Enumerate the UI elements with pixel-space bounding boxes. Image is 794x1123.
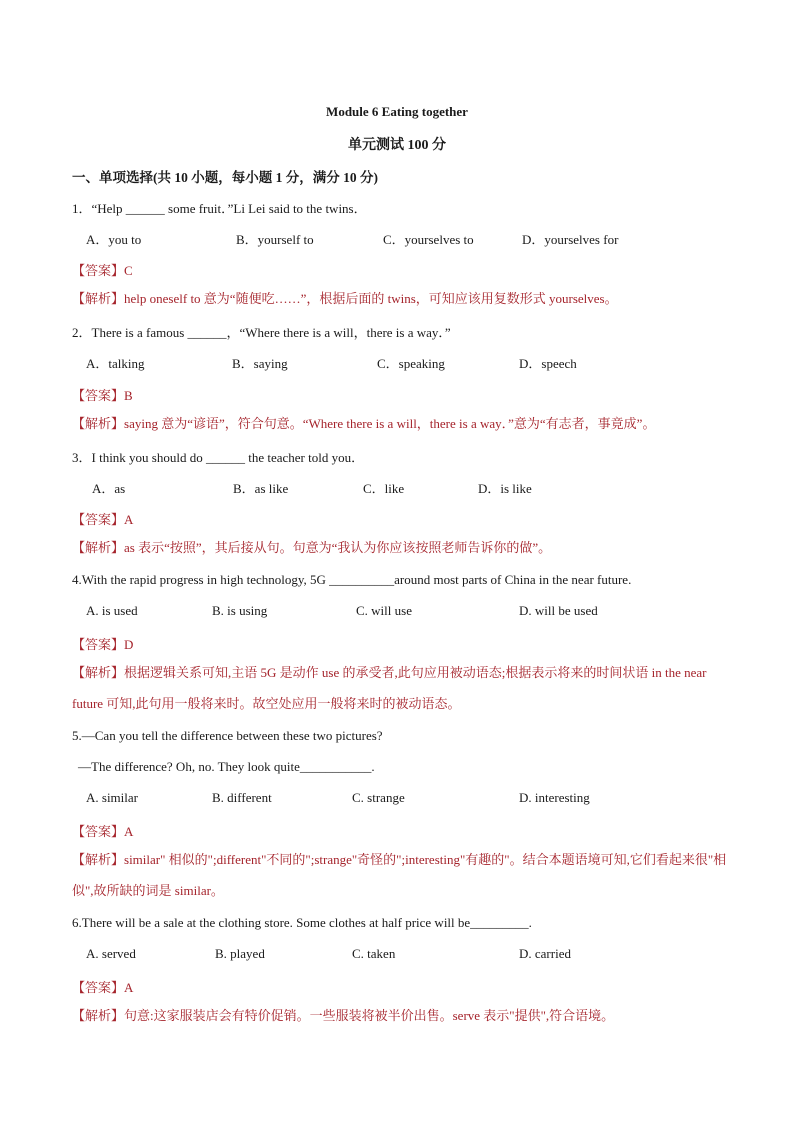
question-2-option-a: A．talking <box>86 356 145 371</box>
answer-value: C <box>124 263 133 278</box>
analysis-text: help oneself to 意为“随便吃……”，根据后面的 twins，可知应该用复数形式 yourselves。 <box>124 291 618 306</box>
question-1-analysis <box>72 283 732 314</box>
question-5-stem-reply: —The difference? Oh, no. They look quite___________. <box>78 759 375 774</box>
question-4-stem: 4.With the rapid progress in high technology, 5G __________around most parts of China in the near future. <box>72 572 632 587</box>
question-6-analysis <box>72 1000 732 1031</box>
page-subtitle: 单元测试 100 分 <box>348 138 446 153</box>
answer-value: A <box>124 512 134 527</box>
question-5-option-b: B. different <box>212 790 272 805</box>
analysis-label: 【解析】 <box>72 852 125 867</box>
question-6-option-d: D. carried <box>519 946 571 961</box>
question-3-analysis <box>72 532 732 563</box>
answer-value: A <box>124 980 134 995</box>
question-6-stem: 6.There will be a sale at the clothing store. Some clothes at half price will be_________. <box>72 915 532 930</box>
answer-value: A <box>124 824 134 839</box>
question-4-option-b: B. is using <box>212 603 268 618</box>
question-6-option-b: B. played <box>215 946 265 961</box>
answer-value: D <box>124 637 134 652</box>
question-2-answer <box>72 385 133 404</box>
question-4-option-d: D. will be used <box>519 603 598 618</box>
question-4-answer <box>72 634 133 653</box>
answer-label: 【答案】 <box>72 512 125 527</box>
question-1-option-c: C．yourselves to <box>383 232 474 247</box>
question-2-option-c: C．speaking <box>377 356 445 371</box>
question-5-option-a: A. similar <box>86 790 138 805</box>
analysis-label: 【解析】 <box>72 540 125 555</box>
question-6-option-a: A. served <box>86 946 136 961</box>
page-title: Module 6 Eating together <box>326 104 468 119</box>
analysis-text: similar" 相似的";different"不同的";strange"奇怪的";interesting"有趣的"。结合本题语境可知,它们看起来很"相似",故所缺的词是 similar。 <box>72 852 727 898</box>
question-4-option-c: C. will use <box>356 603 412 618</box>
question-2-option-b: B．saying <box>232 356 288 371</box>
question-5-analysis <box>72 844 732 906</box>
question-4-analysis <box>72 657 732 719</box>
question-4-option-a: A. is used <box>86 603 138 618</box>
analysis-text: as 表示“按照”，其后接从句。句意为“我认为你应该按照老师告诉你的做”。 <box>124 540 552 555</box>
question-3-option-c: C．like <box>363 481 405 496</box>
question-3-option-b: B．as like <box>233 481 289 496</box>
question-5-option-d: D. interesting <box>519 790 590 805</box>
question-1-answer <box>72 260 133 279</box>
question-3-stem: 3．I think you should do ______ the teacher told you． <box>72 450 365 465</box>
question-1-option-b: B．yourself to <box>236 232 314 247</box>
question-1-option-d: D．yourselves for <box>522 232 619 247</box>
question-3-answer <box>72 509 133 528</box>
analysis-text: saying 意为“谚语”，符合句意。“Where there is a will，there is a way．”意为“有志者，事竟成”。 <box>124 416 656 431</box>
question-3-option-a: A．as <box>92 481 126 496</box>
answer-label: 【答案】 <box>72 388 125 403</box>
question-5-answer <box>72 821 133 840</box>
answer-label: 【答案】 <box>72 824 125 839</box>
question-3-option-d: D．is like <box>478 481 532 496</box>
answer-label: 【答案】 <box>72 263 125 278</box>
question-1-option-a: A．you to <box>86 232 142 247</box>
analysis-label: 【解析】 <box>72 665 125 680</box>
question-5-stem: 5.—Can you tell the difference between these two pictures? <box>72 728 383 743</box>
question-6-option-c: C. taken <box>352 946 396 961</box>
answer-label: 【答案】 <box>72 980 125 995</box>
question-2-analysis <box>72 408 732 439</box>
analysis-label: 【解析】 <box>72 291 125 306</box>
analysis-label: 【解析】 <box>72 1008 125 1023</box>
section-heading: 一、单项选择(共 10 小题，每小题 1 分，满分 10 分) <box>72 170 378 185</box>
question-5-option-c: C. strange <box>352 790 405 805</box>
question-1-stem: 1．“Help ______ some fruit．”Li Lei said to the twins． <box>72 201 367 216</box>
answer-value: B <box>124 388 133 403</box>
analysis-text: 根据逻辑关系可知,主语 5G 是动作 use 的承受者,此句应用被动语态;根据表示将来的时间状语 in the near future 可知,此句用一般将来时。故空处应用一般将来时的被动语态。 <box>72 665 707 711</box>
answer-label: 【答案】 <box>72 637 125 652</box>
question-6-answer <box>72 977 133 996</box>
analysis-label: 【解析】 <box>72 416 125 431</box>
analysis-text: 句意:这家服装店会有特价促销。一些服装将被半价出售。serve 表示"提供",符合语境。 <box>124 1008 615 1023</box>
question-2-stem: 2．There is a famous ______，“Where there is a will，there is a way．” <box>72 325 451 340</box>
question-2-option-d: D．speech <box>519 356 577 371</box>
